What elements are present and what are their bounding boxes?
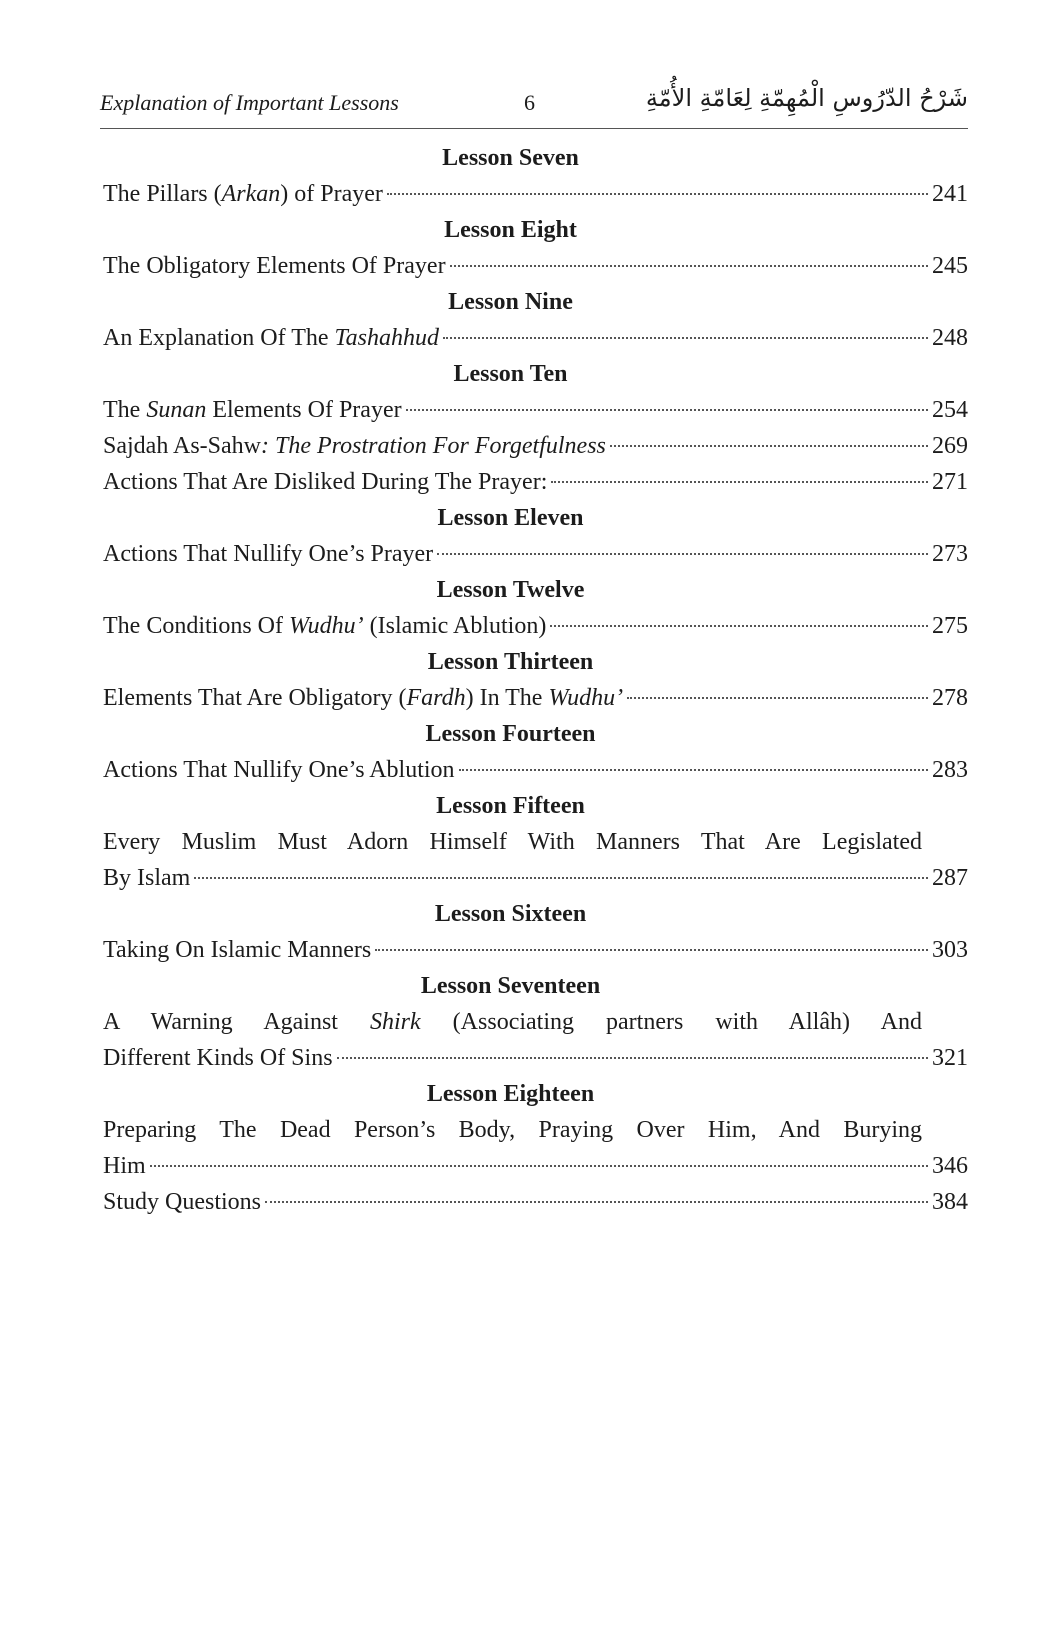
toc-entry-line: [103, 1040, 968, 1076]
toc-entry[interactable]: [103, 1004, 968, 1076]
dot-leader: [443, 337, 928, 339]
toc-entry[interactable]: [103, 1112, 968, 1184]
lesson-heading: Lesson Ten: [453, 361, 568, 387]
toc-entry-first-line: Preparing The Dead Person’s Body, Praying Over Him, And Burying: [103, 1117, 922, 1143]
dot-leader: [627, 697, 928, 699]
toc-entry-first-line: Every Muslim Must Adorn Himself With Manners That Are Legislated: [103, 829, 922, 855]
toc-entry-first-line: [103, 1004, 968, 1040]
dot-leader: [194, 877, 928, 879]
lesson-heading: Lesson Eleven: [437, 505, 584, 531]
toc-entry[interactable]: [103, 824, 968, 896]
toc-page-number: 241: [932, 181, 968, 207]
entry-text-part: ) of Prayer: [280, 181, 383, 207]
toc-entry-title: [103, 680, 623, 716]
entry-italic-term: Wudhu’: [548, 685, 624, 711]
toc-entry-line: [103, 320, 968, 356]
toc-entry-title: [103, 1040, 333, 1076]
toc-entry-line: [103, 176, 968, 212]
toc-page-number: 278: [932, 685, 968, 711]
toc-entry[interactable]: [103, 536, 968, 572]
toc-entry-line: [103, 608, 968, 644]
toc-entry-title: [103, 248, 446, 284]
entry-text-part: Taking On Islamic Manners: [103, 937, 372, 963]
toc-entry-title: [103, 752, 455, 788]
lesson-heading: Lesson Eighteen: [426, 1081, 595, 1107]
entry-text-part: (Islamic Ablution): [363, 613, 547, 639]
toc-entry[interactable]: [103, 932, 968, 968]
entry-italic-term: Sunan: [146, 397, 207, 423]
entry-italic-term: Tashahhud: [334, 325, 439, 351]
entry-text-part: The: [103, 397, 147, 423]
entry-text-part: An Explanation Of The: [103, 325, 335, 351]
dot-leader: [437, 553, 928, 555]
toc-entry[interactable]: [103, 464, 968, 500]
toc-entry-line: [103, 464, 968, 500]
lesson-heading: Lesson Eight: [444, 217, 577, 243]
toc-page-number: 346: [932, 1153, 968, 1179]
entry-text-part: Study Questions: [103, 1189, 262, 1215]
toc-entry-line: [103, 1148, 968, 1184]
lesson-heading: Lesson Seven: [442, 145, 579, 171]
dot-leader: [150, 1165, 928, 1167]
toc-entry-line: [103, 860, 968, 896]
entry-text-part: Elements Of Prayer: [206, 397, 402, 423]
dot-leader: [337, 1057, 928, 1059]
entry-italic-term: Fardh: [406, 685, 466, 711]
toc-entry[interactable]: [103, 320, 968, 356]
entry-text-part: Him: [103, 1153, 146, 1179]
toc-page-number: 248: [932, 325, 968, 351]
dot-leader: [265, 1201, 928, 1203]
toc-entry[interactable]: [103, 752, 968, 788]
toc-entry-line: [103, 680, 968, 716]
toc-page-number: 384: [932, 1189, 968, 1215]
running-header: [100, 86, 968, 122]
entry-text-part: Actions That Nullify One’s Ablution: [103, 757, 455, 783]
toc-entry-line: [103, 932, 968, 968]
toc-entry-line: [103, 536, 968, 572]
dot-leader: [459, 769, 928, 771]
toc-page-number: 283: [932, 757, 968, 783]
entry-text-part: Sajdah As-Sahw: [103, 433, 261, 459]
toc-entry-line: [103, 1184, 968, 1220]
toc-entry[interactable]: [103, 392, 968, 428]
entry-text-part: By Islam: [103, 865, 191, 891]
toc-page-number: 321: [932, 1045, 968, 1071]
entry-italic-term: Shirk: [370, 1009, 421, 1035]
toc-page-number: 287: [932, 865, 968, 891]
entry-text-part: Different Kinds Of Sins: [103, 1045, 333, 1071]
toc-entry-title: [103, 464, 547, 500]
toc-page-number: 271: [932, 469, 968, 495]
toc-entry-title: [103, 536, 433, 572]
lesson-heading: Lesson Thirteen: [427, 649, 594, 675]
entry-text-part: The Obligatory Elements Of Prayer: [103, 253, 446, 279]
entry-text-part: The Pillars (: [103, 181, 222, 207]
toc-entry-line: [103, 392, 968, 428]
lesson-heading: Lesson Sixteen: [434, 901, 587, 927]
toc-entry-title: [103, 1184, 261, 1220]
entry-text-part: Actions That Nullify One’s Prayer: [103, 541, 434, 567]
toc-page-number: 245: [932, 253, 968, 279]
toc-entry-title: [103, 392, 402, 428]
entry-text-part: The Conditions Of: [103, 613, 289, 639]
lesson-heading: Lesson Seventeen: [420, 973, 601, 999]
toc-entry[interactable]: [103, 428, 968, 464]
toc-entry-line: [103, 752, 968, 788]
dot-leader: [375, 949, 928, 951]
lesson-heading: Lesson Fifteen: [436, 793, 585, 819]
toc-entry-title: [103, 1148, 146, 1184]
toc-entry-title: [103, 428, 606, 464]
toc-entry[interactable]: [103, 608, 968, 644]
entry-text-part: (Associating partners with Allâh) And: [420, 1009, 923, 1035]
toc-entry[interactable]: [103, 248, 968, 284]
table-of-contents: [103, 140, 968, 1220]
entry-text-part: Elements That Are Obligatory (: [103, 685, 407, 711]
toc-entry-title: [103, 176, 383, 212]
dot-leader: [551, 481, 928, 483]
toc-page-number: 269: [932, 433, 968, 459]
toc-page-number: 254: [932, 397, 968, 423]
arabic-book-title: شَرْحُ الدّرُوسِ الْمُهِمّةِ لِعَامّةِ الأُمّةِ: [645, 84, 968, 112]
dot-leader: [406, 409, 928, 411]
lesson-heading: Lesson Nine: [448, 289, 573, 315]
lesson-heading: Lesson Fourteen: [425, 721, 596, 747]
header-divider: [100, 128, 968, 129]
toc-page-number: 273: [932, 541, 968, 567]
entry-italic-term: Wudhu’: [289, 613, 364, 639]
toc-entry[interactable]: [103, 176, 968, 212]
toc-page-number: 275: [932, 613, 968, 639]
entry-text-part: A Warning Against: [103, 1009, 370, 1035]
dot-leader: [450, 265, 928, 267]
toc-entry[interactable]: [103, 680, 968, 716]
running-header-title: Explanation of Important Lessons: [100, 90, 399, 115]
toc-entry-title: [103, 608, 546, 644]
lesson-heading: Lesson Twelve: [436, 577, 585, 603]
toc-entry[interactable]: [103, 1184, 968, 1220]
dot-leader: [610, 445, 928, 447]
entry-italic-term: : The Prostration For Forgetfulness: [261, 433, 606, 459]
toc-entry-line: [103, 248, 968, 284]
page-number: 6: [524, 90, 535, 115]
toc-entry-line: [103, 428, 968, 464]
dot-leader: [387, 193, 928, 195]
entry-text-part: ) In The: [465, 685, 549, 711]
dot-leader: [550, 625, 928, 627]
toc-entry-title: [103, 320, 439, 356]
entry-text-part: Actions That Are Disliked During The Prayer:: [103, 469, 548, 495]
toc-page-number: 303: [932, 937, 968, 963]
toc-entry-title: [103, 860, 190, 896]
entry-italic-term: Arkan: [221, 181, 281, 207]
toc-entry-title: [103, 932, 371, 968]
